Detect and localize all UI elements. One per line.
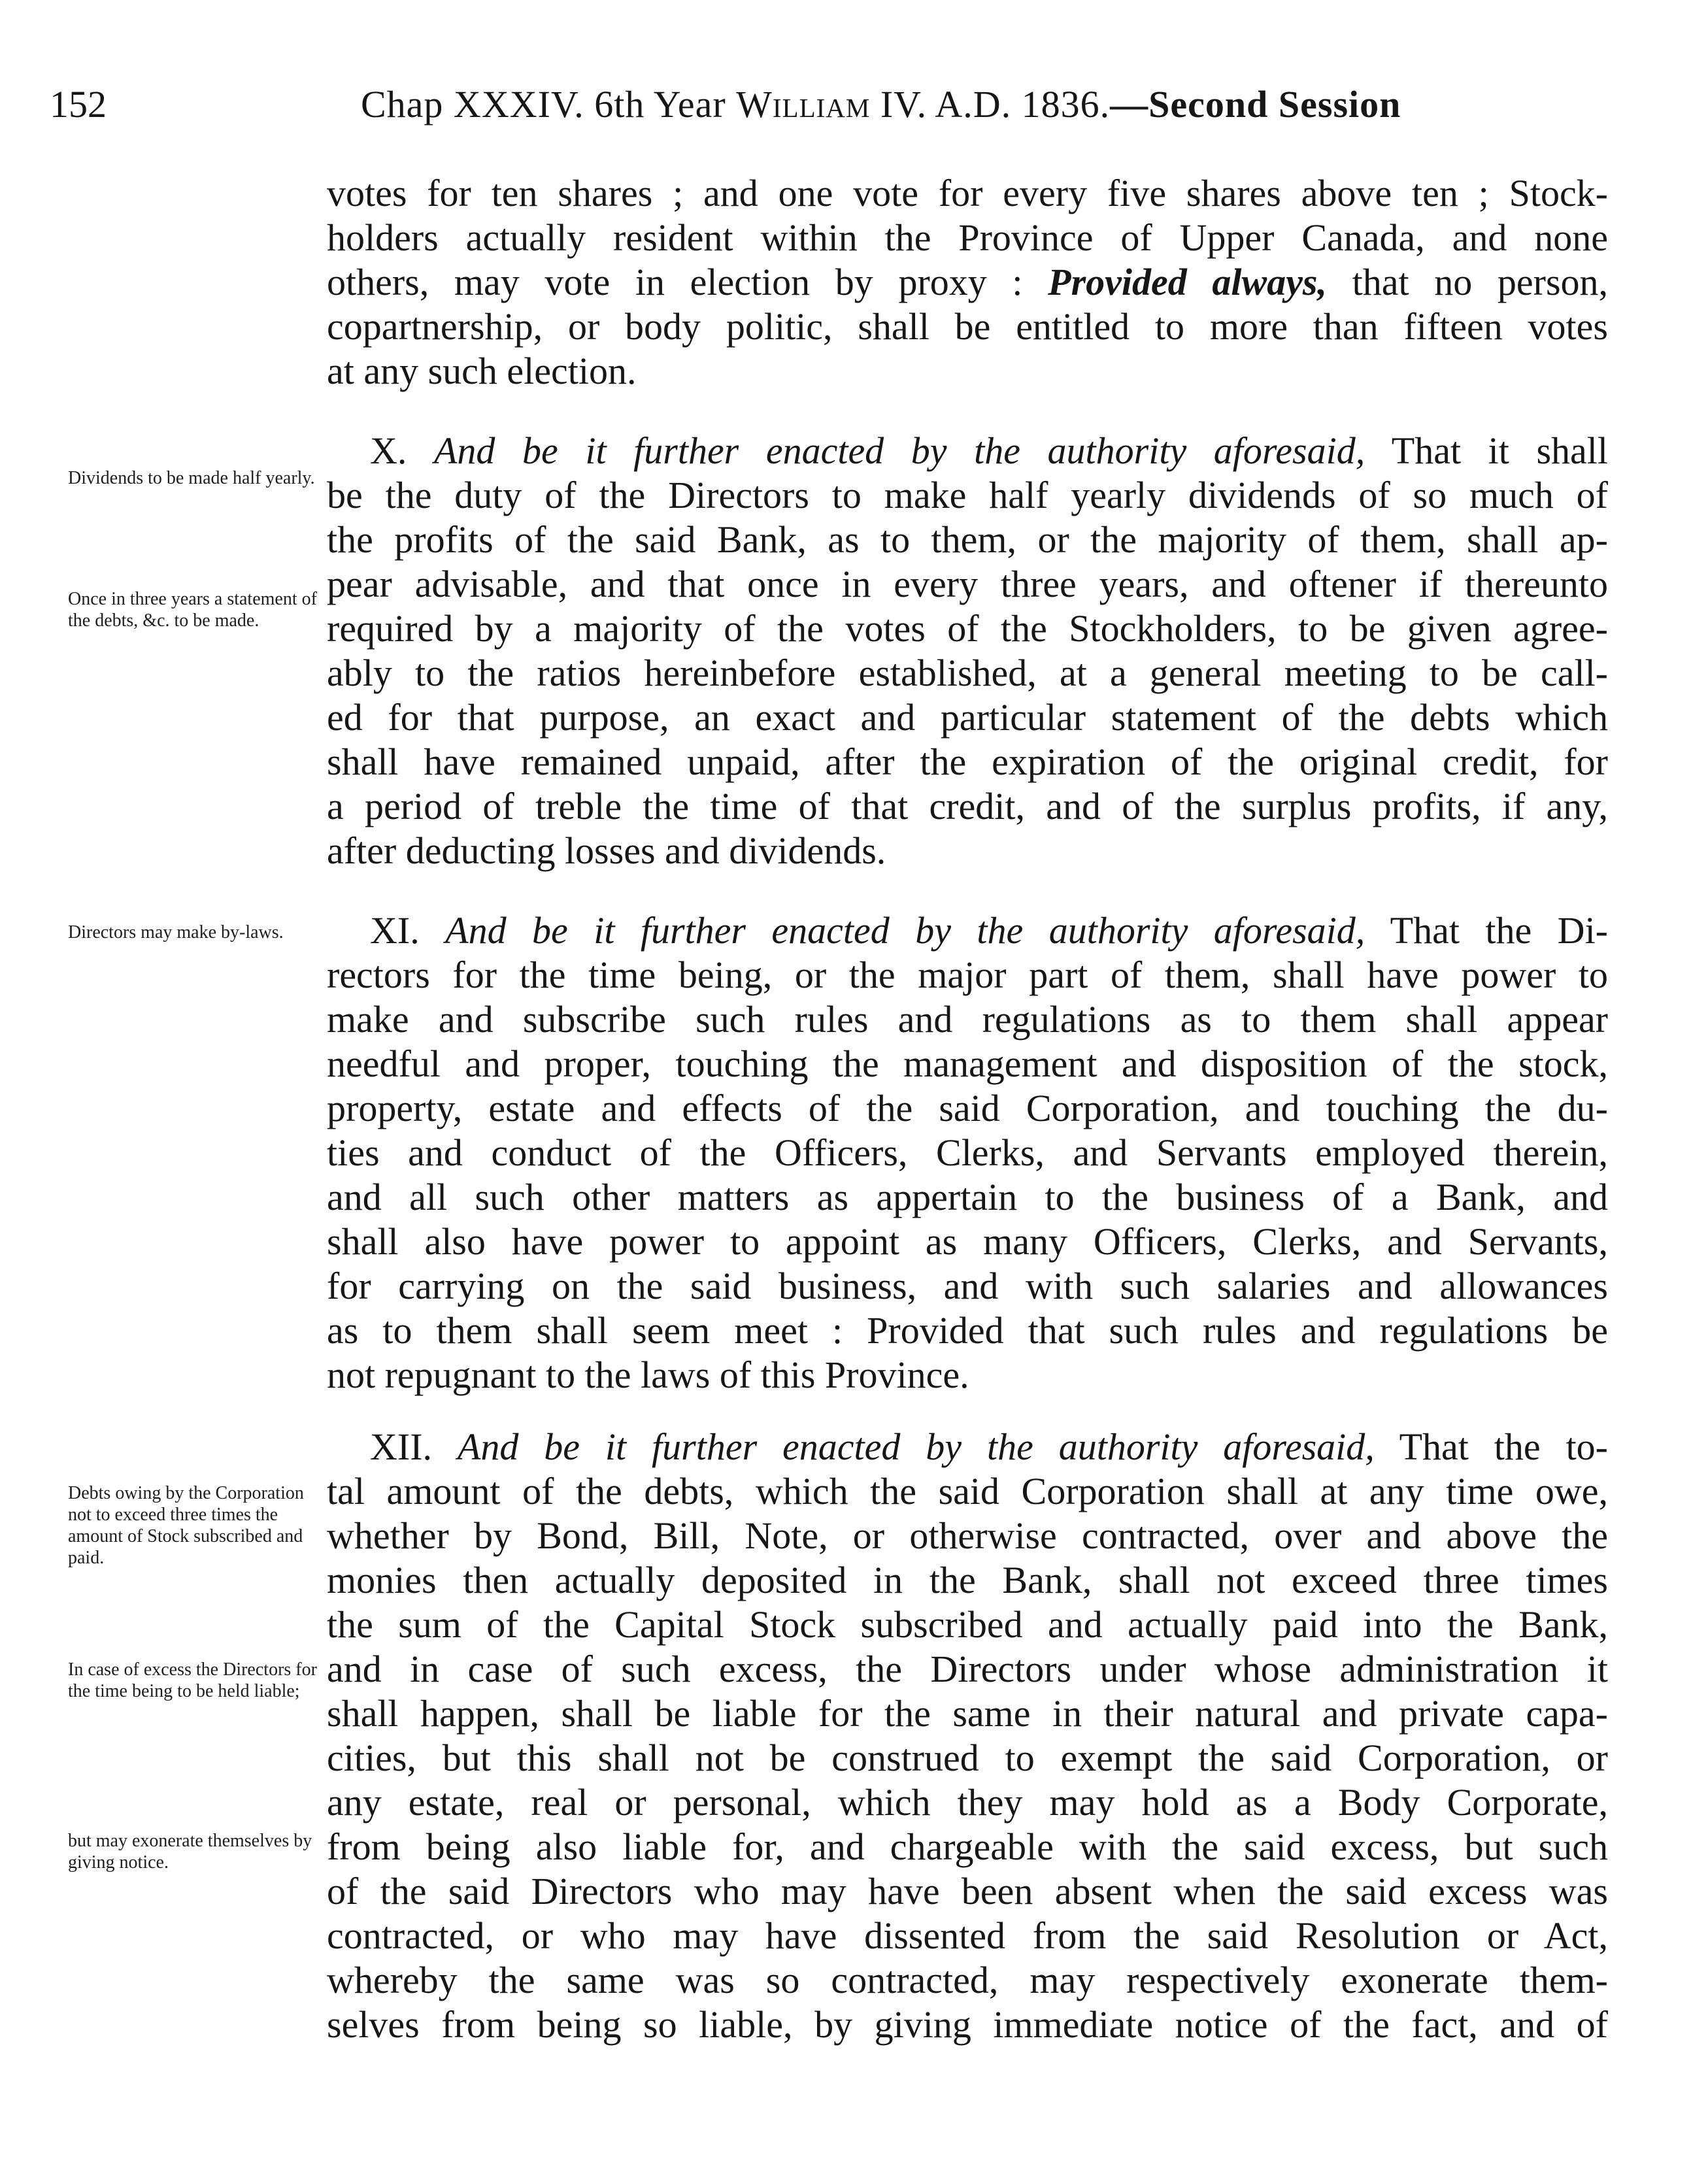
section-number: XII. (370, 1425, 433, 1468)
text-line: ably to the ratios hereinbefore established, at a general meeting to be call- (327, 652, 1608, 694)
text-line: whether by Bond, Bill, Note, or otherwise contracted, over and above the (327, 1514, 1608, 1557)
text-line: tal amount of the debts, which the said Corporation shall at any time owe, (327, 1470, 1608, 1512)
text-line: shall happen, shall be liable for the same in their natural and private capa- (327, 1692, 1608, 1735)
text-line: shall also have power to appoint as many Officers, Clerks, and Servants, (327, 1220, 1608, 1263)
running-header (50, 82, 1573, 141)
enacting-clause: And be it further enacted by the authority aforesaid, (433, 429, 1365, 472)
page-number: 152 (50, 83, 107, 125)
section-x (327, 429, 1608, 873)
enacting-clause: And be it further enacted by the authority aforesaid, (457, 1425, 1375, 1468)
text-line: required by a majority of the votes of the Stockholders, to be given agree- (327, 607, 1608, 650)
margin-note-dividends: Dividends to be made half yearly. (68, 468, 315, 488)
margin-note-debt-limit: Debts owing by the Corporation not to exceed three times the amount of Stock subscribed and paid. (68, 1483, 304, 1568)
section-x-heading-line: X. And be it further enacted by the authority aforesaid, That it shall (370, 429, 1609, 472)
text-line: a period of treble the time of that credit, and of the surplus profits, if any, (327, 785, 1608, 827)
text-line: and all such other matters as appertain to the business of a Bank, and (327, 1176, 1608, 1218)
text-line: pear advisable, and that once in every three years, and oftener if thereunto (327, 563, 1608, 605)
text-line: as to them shall seem meet : Provided that such rules and regulations be (327, 1309, 1608, 1352)
section-xi (327, 908, 1608, 1397)
text-line: cities, but this shall not be construed to exempt the said Corporation, or (327, 1737, 1608, 1779)
section-number: X. (370, 429, 407, 472)
text-line: make and subscribe such rules and regulations as to them shall appear (327, 998, 1608, 1041)
paragraph-voting (327, 171, 1608, 393)
section-xii-heading-line: XII. And be it further enacted by the authority aforesaid, That the to- (370, 1425, 1608, 1468)
text-line: votes for ten shares ; and one vote for every five shares above ten ; Stock- (327, 172, 1608, 214)
text-line: be the duty of the Directors to make half yearly dividends of so much of (327, 474, 1608, 516)
margin-note-statement: Once in three years a statement of the debts, &c. to be made. (68, 589, 317, 631)
chapter-label: Chap XXXIV. 6th Year (361, 83, 737, 125)
text-line: ed for that purpose, an exact and particular statement of the debts which (327, 696, 1608, 739)
text-line: ties and conduct of the Officers, Clerks, and Servants employed therein, (327, 1131, 1608, 1174)
text-line: rectors for the time being, or the major part of them, shall have power to (327, 954, 1608, 996)
text-line: of the said Directors who may have been absent when the said excess was (327, 1870, 1608, 1912)
text-line: at any such election. (327, 350, 637, 392)
margin-note-exonerate: but may exonerate themselves by giving notice. (68, 1831, 312, 1873)
text-line: and in case of such excess, the Directors under whose administration it (327, 1648, 1608, 1690)
text-line: holders actually resident within the Province of Upper Canada, and none (327, 216, 1608, 259)
section-xii (327, 1425, 1608, 2047)
proviso-phrase: Provided always, (1048, 261, 1328, 303)
king-name: William (736, 83, 871, 125)
margin-note-bylaws: Directors may make by-laws. (68, 922, 284, 942)
enacting-clause: And be it further enacted by the authority aforesaid, (445, 909, 1365, 952)
margin-note-directors-liable: In case of excess the Directors for the time being to be held liable; (68, 1659, 317, 1701)
text-line: monies then actually deposited in the Bank, shall not exceed three times (327, 1559, 1608, 1601)
text-line: selves from being so liable, by giving immediate notice of the fact, and of (327, 2003, 1608, 2046)
text-line: copartnership, or body politic, shall be entitled to more than fifteen votes (327, 305, 1608, 348)
text-line: others, may vote in election by proxy : Provided always, that no person, (327, 261, 1609, 303)
text-line: the sum of the Capital Stock subscribed and actually paid into the Bank, (327, 1603, 1608, 1646)
text-line: whereby the same was so contracted, may respectively exonerate them- (327, 1959, 1608, 2001)
text-line: property, estate and effects of the said Corporation, and touching the du- (327, 1087, 1608, 1129)
section-xi-heading-line: XI. And be it further enacted by the authority aforesaid, That the Di- (370, 909, 1608, 952)
session-label: —Second Session (1110, 83, 1401, 125)
section-number: XI. (370, 909, 420, 952)
regnal-year: IV. A.D. 1836. (870, 83, 1111, 125)
text-line: contracted, or who may have dissented from the said Resolution or Act, (327, 1914, 1608, 1957)
text-line: from being also liable for, and chargeable with the said excess, but such (327, 1825, 1608, 1868)
running-title (361, 82, 1401, 126)
text-line: after deducting losses and dividends. (327, 829, 886, 872)
text-line: shall have remained unpaid, after the expiration of the original credit, for (327, 741, 1608, 783)
text-line: not repugnant to the laws of this Province. (327, 1354, 969, 1396)
text-line: any estate, real or personal, which they may hold as a Body Corporate, (327, 1781, 1608, 1824)
text-line: the profits of the said Bank, as to them, or the majority of them, shall ap- (327, 518, 1608, 561)
text-line: needful and proper, touching the management and disposition of the stock, (327, 1042, 1608, 1085)
text-line: for carrying on the said business, and with such salaries and allowances (327, 1265, 1608, 1307)
